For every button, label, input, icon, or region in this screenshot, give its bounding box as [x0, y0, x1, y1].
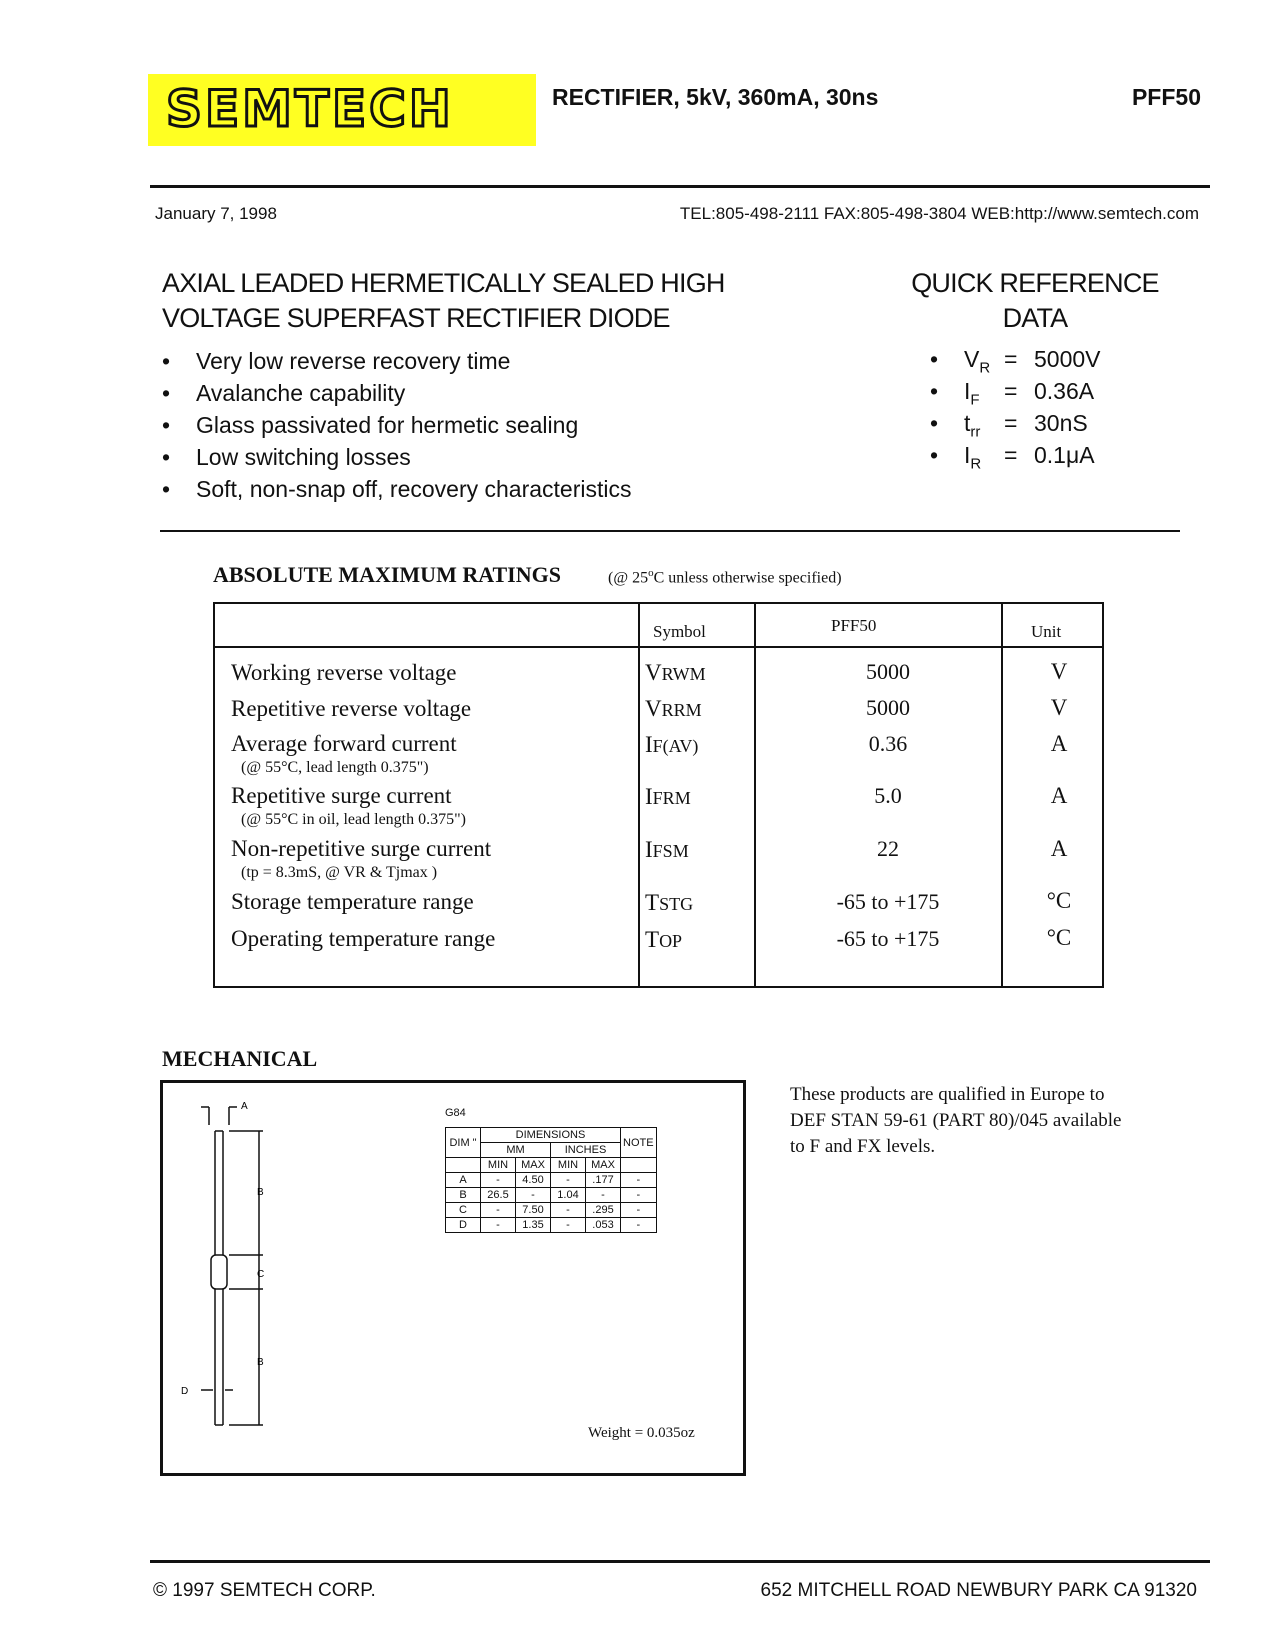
- dim-column-header: DIM ": [446, 1128, 481, 1158]
- column-header-symbol: Symbol: [653, 622, 706, 641]
- parameter-value: -65 to +175: [836, 889, 940, 914]
- mechanical-heading: MECHANICAL: [162, 1046, 318, 1071]
- quick-reference-title: [900, 266, 1170, 336]
- quick-reference-title-line-1: QUICK REFERENCE: [911, 268, 1159, 298]
- parameter-value: 5000: [866, 695, 910, 720]
- parameter-symbol: $I_R$: [964, 442, 982, 473]
- ratings-table: [213, 602, 1104, 988]
- max-header: MAX: [516, 1158, 551, 1173]
- table-row: A - 4.50 - .177 -: [446, 1173, 657, 1188]
- parameter-unit: V: [1050, 659, 1068, 684]
- headline-line-1: AXIAL LEADED HERMETICALLY SEALED HIGH: [162, 268, 725, 298]
- dimension-label-a: A: [241, 1101, 248, 1112]
- parameter-name: Working reverse voltage: [231, 660, 457, 685]
- column-header-part: PFF50: [831, 616, 877, 635]
- footer-divider: [150, 1560, 1210, 1563]
- parameter-symbol: VRRM: [645, 696, 702, 721]
- copyright: © 1997 SEMTECH CORP.: [153, 1580, 376, 1601]
- package-code: G84: [445, 1107, 466, 1119]
- bullet-icon: •: [162, 348, 171, 374]
- mm-column-header: MM: [481, 1143, 551, 1158]
- parameter-unit: °C: [1046, 925, 1072, 950]
- parameter-value: -65 to +175: [836, 926, 940, 951]
- mechanical-drawing-panel: [160, 1080, 746, 1476]
- parameter-name: Non-repetitive surge current: [231, 836, 492, 861]
- parameter-symbol: IF(AV): [645, 732, 699, 757]
- bullet-icon: •: [162, 476, 171, 502]
- bullet-icon: •: [930, 378, 939, 404]
- ratings-condition-note: (@ 25$^o$C unless otherwise specified): [608, 567, 842, 587]
- document-title: RECTIFIER, 5kV, 360mA, 30ns: [552, 84, 879, 110]
- feature-item: [162, 377, 632, 409]
- parameter-symbol: TSTG: [645, 890, 694, 915]
- parameter-unit: A: [1050, 783, 1068, 808]
- feature-list: [162, 345, 632, 505]
- parameter-condition: (tp = 8.3mS, @ VR & Tjmax ): [241, 864, 438, 881]
- bullet-icon: •: [162, 412, 171, 438]
- part-number: PFF50: [1131, 84, 1201, 110]
- contact-info: TEL:805-498-2111 FAX:805-498-3804 WEB:http://www.semtech.com: [679, 204, 1199, 223]
- column-header-unit: Unit: [1031, 622, 1062, 641]
- parameter-value: 30nS: [1034, 410, 1088, 436]
- dimension-label-b: B: [257, 1357, 264, 1368]
- parameter-value: 0.36A: [1034, 378, 1095, 404]
- dimensions-table: [445, 1127, 657, 1233]
- header-divider: [150, 185, 1210, 188]
- parameter-name: Operating temperature range: [231, 926, 496, 951]
- headline-line-2: VOLTAGE SUPERFAST RECTIFIER DIODE: [162, 303, 670, 333]
- parameter-name: Average forward current: [231, 731, 457, 756]
- bullet-icon: •: [162, 380, 171, 406]
- parameter-value: 22: [877, 836, 899, 861]
- parameter-unit: V: [1050, 695, 1068, 720]
- feature-item: [162, 473, 632, 505]
- product-headline: [162, 266, 782, 336]
- parameter-symbol: $V_R$: [964, 346, 991, 377]
- max-header: MAX: [586, 1158, 621, 1173]
- header-row-divider: [215, 646, 1102, 648]
- parameter-name: Repetitive surge current: [231, 783, 452, 808]
- feature-text: Low switching losses: [196, 444, 411, 470]
- semtech-logo: SEMTECH: [166, 80, 454, 138]
- min-header: MIN: [551, 1158, 586, 1173]
- dimension-label-b: B: [257, 1187, 264, 1198]
- equals-sign: =: [1004, 442, 1018, 468]
- parameter-symbol: $t_{rr}$: [964, 410, 981, 441]
- equals-sign: =: [1004, 346, 1018, 372]
- table-row: C - 7.50 - .295 -: [446, 1203, 657, 1218]
- feature-text: Glass passivated for hermetic sealing: [196, 412, 579, 438]
- bullet-icon: •: [162, 444, 171, 470]
- parameter-value: 5000V: [1034, 346, 1101, 372]
- feature-item: [162, 409, 632, 441]
- qualification-note: These products are qualified in Europe to DEF STAN 59-61 (PART 80)/045 available to F and FX levels.: [790, 1084, 1122, 1157]
- min-header: MIN: [481, 1158, 516, 1173]
- parameter-name: Repetitive reverse voltage: [231, 696, 472, 721]
- dim-cell: [446, 1158, 481, 1173]
- dimensions-header: DIMENSIONS: [481, 1128, 621, 1143]
- parameter-symbol: VRWM: [645, 660, 706, 685]
- feature-text: Avalanche capability: [196, 380, 406, 406]
- parameter-condition: (@ 55°C, lead length 0.375"): [241, 759, 429, 776]
- column-divider: [638, 604, 640, 986]
- equals-sign: =: [1004, 410, 1018, 436]
- parameter-value: 5.0: [874, 783, 902, 808]
- diode-outline-drawing: [173, 1095, 293, 1465]
- parameter-symbol: $I_F$: [964, 378, 980, 409]
- bullet-icon: •: [930, 410, 939, 436]
- feature-text: Soft, non-snap off, recovery characteristics: [196, 476, 632, 502]
- company-address: 652 MITCHELL ROAD NEWBURY PARK CA 91320: [760, 1580, 1197, 1601]
- feature-item: [162, 345, 632, 377]
- parameter-value: 5000: [866, 659, 910, 684]
- feature-item: [162, 441, 632, 473]
- parameter-symbol: IFSM: [645, 837, 689, 862]
- ratings-heading: ABSOLUTE MAXIMUM RATINGS: [213, 562, 561, 587]
- dimension-label-d: D: [181, 1386, 189, 1397]
- bullet-icon: •: [930, 442, 939, 468]
- note-cell: [621, 1158, 657, 1173]
- column-divider: [754, 604, 756, 986]
- parameter-value: 0.1μA: [1034, 442, 1095, 468]
- equals-sign: =: [1004, 378, 1018, 404]
- parameter-unit: A: [1050, 731, 1068, 756]
- document-date: January 7, 1998: [155, 204, 277, 223]
- table-row: B 26.5 - 1.04 - -: [446, 1188, 657, 1203]
- parameter-symbol: IFRM: [645, 784, 691, 809]
- feature-text: Very low reverse recovery time: [196, 348, 511, 374]
- parameter-unit: °C: [1046, 888, 1072, 913]
- quick-reference-title-line-2: DATA: [1002, 303, 1068, 333]
- inches-column-header: INCHES: [551, 1143, 621, 1158]
- bullet-icon: •: [930, 346, 939, 372]
- parameter-unit: A: [1050, 836, 1068, 861]
- dimension-label-c: C: [257, 1269, 265, 1280]
- table-row: D - 1.35 - .053 -: [446, 1218, 657, 1233]
- parameter-name: Storage temperature range: [231, 889, 474, 914]
- note-column-header: NOTE: [621, 1128, 657, 1158]
- parameter-condition: (@ 55°C in oil, lead length 0.375"): [241, 811, 466, 828]
- package-weight: Weight = 0.035oz: [588, 1425, 695, 1441]
- section-divider: [160, 530, 1180, 532]
- parameter-value: 0.36: [868, 731, 908, 756]
- parameter-symbol: TOP: [645, 927, 683, 952]
